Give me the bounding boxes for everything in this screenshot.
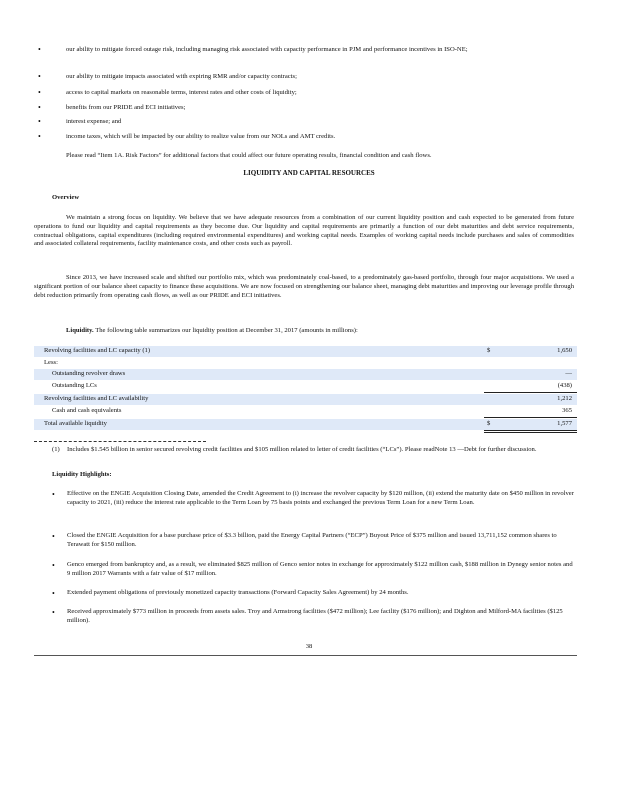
table-rule	[484, 430, 577, 431]
table-row-label: Outstanding revolver draws	[52, 370, 126, 377]
table-rule	[484, 417, 577, 418]
bullet-marker: •	[38, 103, 41, 112]
highlight-item: Received approximately $773 million in proceeds from assets sales. Troy and Armstrong facilities ($472 million); Lee facility ($176 million); and Dighton and Milford-MA facilities ($125 million).	[67, 608, 563, 624]
table-row-value: 1,577	[557, 420, 572, 427]
table-row-band	[34, 419, 577, 430]
table-row-label: Total available liquidity	[44, 420, 107, 427]
risk-note: Please read “Item 1A. Risk Factors” for additional factors that could affect our future operating results, financial condition and cash flows.	[66, 152, 432, 159]
overview-paragraph-1: We maintain a strong focus on liquidity. We believe that we have adequate resources from a combination of our current liquidity position and cash expected to be generated from future operations to fund our liquidity and capital requirements as they become due. Our liquidity and capital requirements are primarily a function of our debt maturities and debt service requirements, contractual obligations, capital expenditures (including required environmental expenditures) and working capital needs. Examples of working capital needs include purchases and sales of commodities and associated collateral requirements, facility maintenance costs, and other costs such as payroll.	[34, 214, 574, 248]
liquidity-intro	[66, 326, 576, 335]
table-row-value: 1,650	[557, 347, 572, 354]
table-row-label: Revolving facilities and LC capacity (1)	[44, 347, 151, 354]
footnote-marker: (1)	[52, 446, 60, 453]
highlights-heading: Liquidity Highlights:	[52, 471, 112, 478]
page-number: 38	[305, 643, 313, 650]
table-row-value: 1,212	[557, 395, 572, 402]
bullet-text: income taxes, which will be impacted by our ability to realize value from our NOLs and AMT credits.	[66, 133, 336, 140]
bullet-marker: •	[38, 72, 41, 81]
table-row-value: (438)	[557, 382, 572, 389]
highlight-item: Closed the ENGIE Acquisition for a base purchase price of $3.3 billion, paid the Energy Capital Partners (“ECP”) Buyout Price of $375 million and issued 13,711,152 common shares to Terawatt for $150 million.	[67, 532, 557, 548]
table-row-dollar: $	[487, 347, 491, 354]
table-row-label: Outstanding LCs	[52, 382, 97, 389]
bullet-marker: •	[52, 608, 55, 617]
section-title: LIQUIDITY AND CAPITAL RESOURCES	[243, 169, 375, 177]
footnote-text: Includes $1.545 billion in senior secured revolving credit facilities and $105 million related to letter of credit facilities (“LCs”). Please readNote 13 —Debt for further discussion.	[67, 446, 537, 453]
bullet-text: our ability to mitigate forced outage risk, including managing risk associated with capacity performance in PJM and performance incentives in ISO-NE;	[66, 46, 468, 53]
bullet-text: our ability to mitigate impacts associated with expiring RMR and/or capacity contracts;	[66, 73, 297, 80]
bullet-marker: •	[52, 561, 55, 570]
bullet-marker: •	[38, 88, 41, 97]
liquidity-label: Liquidity.	[66, 327, 94, 334]
liquidity-table	[34, 343, 577, 433]
overview-heading: Overview	[52, 194, 80, 201]
bullet-marker: •	[52, 532, 55, 541]
table-row-dollar: $	[487, 420, 491, 427]
table-row-label: Less:	[44, 359, 58, 366]
highlight-item: Extended payment obligations of previously monetized capacity transactions (Forward Capacity Sales Agreement) by 24 months.	[67, 589, 409, 596]
bullet-text: access to capital markets on reasonable terms, interest rates and other costs of liquidity;	[66, 89, 297, 96]
table-row-label: Revolving facilities and LC availability	[44, 395, 149, 402]
overview-paragraph-2: Since 2013, we have increased scale and shifted our portfolio mix, which was predominately coal-based, to a predominately gas-based portfolio, through four major acquisitions. We used a significant portion of our balance sheet capacity to finance these acquisitions. We are now focused on strengthening our balance sheet, managing debt maturities and improving our leverage profile through debt reduction primarily from operating cash flows, as well as our PRIDE and ECI initiatives.	[34, 274, 574, 299]
highlight-item: Effective on the ENGIE Acquisition Closing Date, amended the Credit Agreement to (i) increase the revolver capacity by $120 million, (ii) extend the maturity date on $450 million in revolver capacity to 2021, (iii) reduce the interest rate applicable to the Term Loan by 75 basis points and exchanged the previous Term Loan for a new Term Loan.	[67, 490, 574, 506]
table-rule	[484, 392, 577, 393]
bullet-text: interest expense; and	[66, 118, 122, 125]
table-row-value: —	[565, 370, 572, 377]
bullet-marker: •	[38, 45, 41, 54]
bullet-marker: •	[52, 589, 55, 598]
footnote-separator	[34, 441, 206, 442]
table-rule	[484, 432, 577, 433]
page-footer-rule	[34, 655, 577, 656]
bullet-marker: •	[38, 117, 41, 126]
highlight-item: Genco emerged from bankruptcy and, as a result, we eliminated $825 million of Genco senior notes in exchange for approximately $122 million cash, $188 million in Dynegy senior notes and 9 million 2017 Warrants with a fair value of $17 million.	[67, 561, 573, 577]
bullet-marker: •	[38, 132, 41, 141]
table-row-label: Cash and cash equivalents	[52, 407, 122, 414]
liquidity-intro-text: The following table summarizes our liquidity position at December 31, 2017 (amounts in millions):	[95, 327, 358, 334]
bullet-marker: •	[52, 490, 55, 499]
table-row-value: 365	[562, 407, 572, 414]
bullet-text: benefits from our PRIDE and ECI initiatives;	[66, 104, 186, 111]
